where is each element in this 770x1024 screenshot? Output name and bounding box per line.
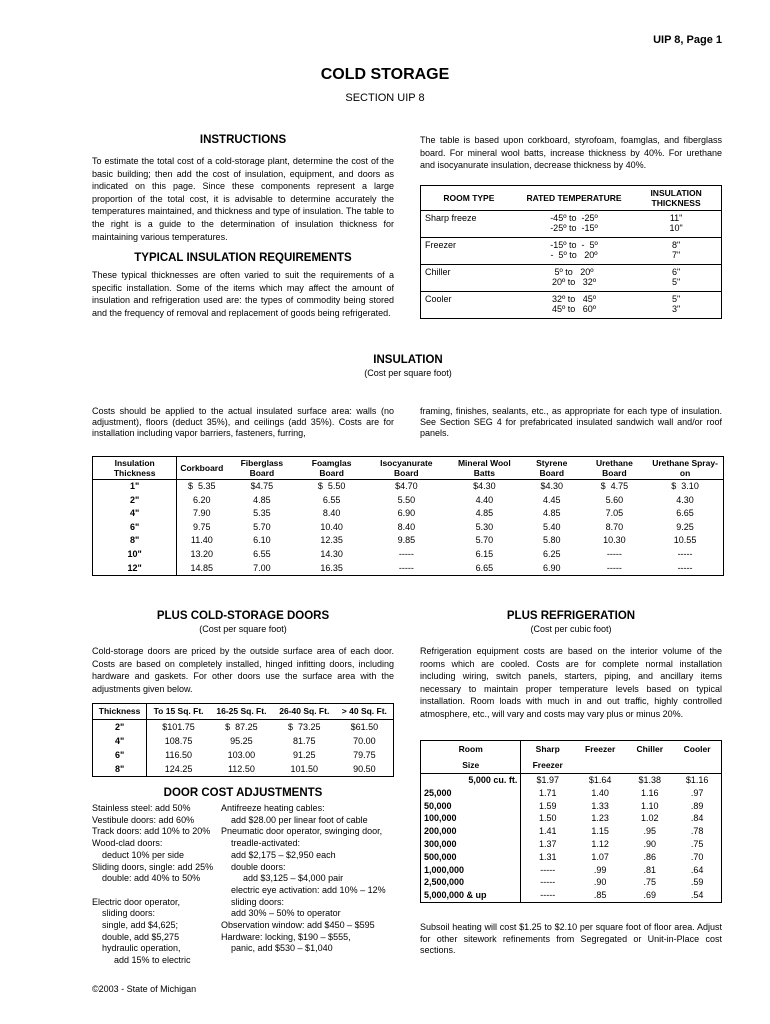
refrigeration-column-header: Size <box>421 757 521 774</box>
adjustment-line: Vestibule doors: add 60% <box>92 814 195 825</box>
room-type-cell: Chiller <box>421 265 517 292</box>
refrigeration-column-header: Sharp <box>535 744 560 754</box>
adjustment-line: Track doors: add 10% to 20% <box>92 826 211 837</box>
cost-cell: 9.25 <box>676 521 694 532</box>
temperature-range: 32º to 45º <box>551 294 597 304</box>
thickness-value: 11" <box>669 213 683 223</box>
table-row <box>93 762 394 777</box>
cost-cell: 4.45 <box>542 494 561 505</box>
cost-cell: 7.00 <box>253 562 271 573</box>
cost-cell: 13.20 <box>190 548 214 559</box>
thickness-cell: 8" <box>93 534 177 548</box>
cost-cell: $1.97 <box>536 775 559 785</box>
table-row <box>93 494 724 508</box>
thickness-cell: 12" <box>93 562 177 576</box>
thickness-value: 8" <box>671 240 681 250</box>
cost-cell: 4.85 <box>253 494 271 505</box>
cost-cell: 10.40 <box>320 521 343 532</box>
insulation-column-header: Urethane Board <box>582 457 647 480</box>
temperature-cell <box>517 238 631 265</box>
cost-cell: 1.41 <box>538 826 557 837</box>
cost-cell: 5.35 <box>253 508 271 519</box>
refrigeration-footnote: Subsoil heating will cost $1.25 to $2.10 per square foot of floor area. Adjust for other sitework refinements from Segregated or Unit-in-Place cost sections. <box>420 922 722 955</box>
door-adjustments-right <box>221 803 401 955</box>
adjustment-line: Sliding doors, single: add 25% <box>92 861 214 872</box>
cost-cell: .70 <box>690 851 704 862</box>
cost-cell: 9.75 <box>193 521 211 532</box>
table-row <box>93 548 724 562</box>
copyright: ©2003 - State of Michigan <box>92 984 197 994</box>
table-row <box>421 864 722 877</box>
thickness-value: 10" <box>669 223 683 233</box>
cost-cell: ----- <box>677 562 693 573</box>
cost-cell: 81.75 <box>293 736 316 746</box>
page-number: UIP 8, Page 1 <box>653 34 722 46</box>
table-row <box>421 265 722 292</box>
cost-cell: 91.25 <box>293 750 316 760</box>
section-label: SECTION UIP 8 <box>345 92 425 104</box>
cost-cell: 6.20 <box>193 494 211 505</box>
cost-cell: 112.50 <box>227 764 255 774</box>
room-table-intro: The table is based upon corkboard, styrofoam, foamglas, and fiberglass board. For mineral wool batts, increase thickness by 40%. For urethane and isocyanurate insulation, decrease thickness by 40%. <box>420 135 722 171</box>
cost-cell: $4.75 <box>250 481 274 491</box>
cost-cell: .59 <box>690 877 704 888</box>
door-column-header: 26-40 Sq. Ft. <box>273 704 336 720</box>
thickness-cell: 4" <box>93 734 147 748</box>
cost-cell: .81 <box>643 864 657 875</box>
cost-cell: 1.59 <box>538 800 557 811</box>
insulation-column-header: Mineral Wool Batts <box>447 457 522 480</box>
refrigeration-column-header <box>574 757 626 774</box>
cost-cell: 5.60 <box>605 494 624 505</box>
cost-cell: 6.90 <box>542 562 561 573</box>
table-row <box>421 825 722 838</box>
thickness-cell: 4" <box>93 507 177 521</box>
cost-cell: $1.64 <box>588 775 612 785</box>
room-type-cell: Cooler <box>425 294 452 304</box>
table-row <box>421 787 722 800</box>
cost-cell: 90.50 <box>353 764 376 774</box>
adjustment-line <box>92 885 222 897</box>
cost-cell: .97 <box>690 787 704 798</box>
instructions-heading: INSTRUCTIONS <box>199 134 287 146</box>
cost-cell: $4.30 <box>540 481 563 491</box>
thickness-value: 5" <box>671 277 681 287</box>
cost-cell: 4.40 <box>475 494 494 505</box>
room-size-cell: 300,000 <box>421 838 521 851</box>
insulation-column-header: Styrene Board <box>522 457 582 480</box>
table-row <box>421 774 722 787</box>
temperature-range: - 5º to 20º <box>550 250 598 260</box>
room-size-cell: 500,000 <box>421 851 521 864</box>
refrigeration-subheading: (Cost per cubic foot) <box>530 624 612 634</box>
cost-cell: 6.90 <box>397 508 416 519</box>
table-row <box>421 211 722 238</box>
thickness-cell: 2" <box>93 720 147 735</box>
cost-cell: 103.00 <box>227 750 256 760</box>
cost-cell: .86 <box>643 851 657 862</box>
insulation-subheading: (Cost per square foot) <box>364 368 452 378</box>
cost-cell: .85 <box>593 890 607 901</box>
cost-cell: $ 3.10 <box>671 481 699 491</box>
cost-cell: 1.37 <box>538 838 557 849</box>
adjustment-line: add $2,175 – $2,950 each <box>231 849 336 860</box>
cost-cell: $ 4.75 <box>600 481 629 491</box>
adjustment-line: hydraulic operation, <box>102 943 181 954</box>
adjustment-line: add 30% – 50% to operator <box>231 908 341 919</box>
cost-cell: 8.70 <box>605 521 624 532</box>
cost-cell: 1.33 <box>591 800 609 811</box>
cost-cell: $4.30 <box>473 481 496 491</box>
refrigeration-column-header: Chiller <box>636 744 663 754</box>
doors-text: Cold-storage doors are priced by the outside surface area of each door. Costs are based on completely installed, hinged infitting doors, including hardware and gaskets. For other doors use the surface area with the adjustments given below. <box>92 646 394 694</box>
temperature-cell <box>517 292 631 319</box>
cost-cell: .90 <box>593 877 607 888</box>
cost-cell: 108.75 <box>164 736 193 746</box>
cost-cell: 7.90 <box>193 508 211 519</box>
thickness-cell: 1" <box>93 480 177 494</box>
cost-cell: 10.55 <box>673 535 697 546</box>
thickness-cell <box>631 211 721 238</box>
cost-cell: 6.15 <box>475 548 494 559</box>
table-row <box>421 876 722 889</box>
cost-cell: 6.65 <box>676 508 694 519</box>
cost-cell: 95.25 <box>230 736 253 746</box>
insulation-column-header: Fiberglass Board <box>226 457 297 480</box>
page-title: COLD STORAGE <box>320 66 450 83</box>
cost-cell: 5.30 <box>475 521 494 532</box>
room-size-cell: 25,000 <box>421 787 521 800</box>
temperature-range: -15º to - 5º <box>550 240 598 250</box>
adjustment-line: Electric door operator, <box>92 896 181 907</box>
cost-cell: $ 73.25 <box>288 722 321 732</box>
temperature-range: 20º to 32º <box>551 277 597 287</box>
room-size-cell: 200,000 <box>421 825 521 838</box>
door-adjustments-heading: DOOR COST ADJUSTMENTS <box>163 787 323 799</box>
cost-cell: 6.10 <box>253 535 271 546</box>
cost-cell: 14.30 <box>320 548 343 559</box>
cost-cell: 4.85 <box>542 508 561 519</box>
cost-cell: 4.30 <box>676 494 694 505</box>
door-column-header: To 15 Sq. Ft. <box>147 704 210 720</box>
adjustment-line: add $28.00 per linear foot of cable <box>231 814 368 825</box>
cost-cell: 14.85 <box>190 562 214 573</box>
adjustment-line: treadle-activated: <box>231 838 301 849</box>
cost-cell: ----- <box>540 877 556 888</box>
cost-cell: 1.23 <box>591 813 609 824</box>
table-row <box>421 851 722 864</box>
table-row <box>93 480 724 494</box>
cost-cell: $61.50 <box>350 722 379 732</box>
cost-cell: 79.75 <box>353 750 376 760</box>
adjustment-line: double: add 40% to 50% <box>102 873 201 884</box>
adjustment-line: double doors: <box>231 861 286 872</box>
doors-heading: PLUS COLD-STORAGE DOORS <box>156 610 330 622</box>
cost-cell: ----- <box>540 864 556 875</box>
cost-cell: ----- <box>398 562 414 573</box>
room-type-cell: Freezer <box>421 238 517 265</box>
cost-cell: .95 <box>643 826 657 837</box>
cost-cell: 8.40 <box>397 521 416 532</box>
cost-cell: .75 <box>643 877 657 888</box>
refrigeration-column-header <box>626 757 673 774</box>
room-type-cell: Sharp freeze <box>421 211 517 238</box>
table-row <box>93 521 724 535</box>
thickness-value: 5" <box>671 294 681 304</box>
cost-cell: ----- <box>606 562 622 573</box>
cost-cell: .64 <box>690 864 704 875</box>
insulation-column-header: Foamglas Board <box>297 457 365 480</box>
cost-cell: 5.40 <box>542 521 561 532</box>
temperature-cell <box>517 265 631 292</box>
table-row <box>93 748 394 762</box>
insulation-column-header: Insulation Thickness <box>93 457 177 480</box>
temperature-cell <box>517 211 631 238</box>
refrigeration-column-header <box>673 757 721 774</box>
table-row <box>93 534 724 548</box>
cost-cell: 4.85 <box>475 508 494 519</box>
insulation-text-left: Costs should be applied to the actual insulated surface area: walls (no adjustment), floors (deduct 35%), and ceilings (add 35%). Costs are for installation including vapor barriers, fasteners, furring, <box>92 406 394 438</box>
adjustment-line: Wood-clad doors: <box>92 838 163 849</box>
thickness-cell <box>631 265 721 292</box>
insulation-heading: INSULATION <box>373 354 443 366</box>
thickness-value: 7" <box>671 250 681 260</box>
room-size-cell: 5,000,000 & up <box>421 889 521 902</box>
cost-cell: $ 5.50 <box>317 481 346 491</box>
temperature-range: -25º to -15º <box>550 223 598 233</box>
adjustment-line: Pneumatic door operator, swinging door, <box>221 826 383 837</box>
cost-cell: 1.50 <box>538 813 557 824</box>
cost-cell: ----- <box>606 548 622 559</box>
adjustment-line: Hardware: locking, $190 – $555, <box>221 931 351 942</box>
adjustment-line: deduct 10% per side <box>102 849 185 860</box>
room-size-cell: 50,000 <box>421 800 521 813</box>
cost-cell: $1.16 <box>685 775 709 785</box>
thickness-cell: 6" <box>93 748 147 762</box>
thickness-value: 3" <box>671 304 681 314</box>
cost-cell: 70.00 <box>353 736 376 746</box>
thickness-cell: 2" <box>93 494 177 508</box>
adjustment-line: Observation window: add $450 – $595 <box>221 920 375 931</box>
adjustment-line: Stainless steel: add 50% <box>92 803 191 813</box>
cost-cell: 6.65 <box>475 562 494 573</box>
insulation-thickness-header: INSULATION THICKNESS <box>631 186 721 211</box>
insulation-cost-table <box>92 456 724 576</box>
refrigeration-column-header: Room <box>421 741 521 758</box>
cost-cell: 6.55 <box>253 548 271 559</box>
insulation-column-header: Urethane Spray-on <box>647 457 723 480</box>
doors-subheading: (Cost per square foot) <box>199 624 287 634</box>
insulation-column-header: Corkboard <box>177 457 226 480</box>
table-row <box>93 720 394 735</box>
room-size-cell: 1,000,000 <box>421 864 521 877</box>
table-row <box>93 507 724 521</box>
insulation-column-header: Isocyanurate Board <box>366 457 447 480</box>
adjustment-line: add $3,125 – $4,000 pair <box>243 873 344 884</box>
cost-cell: 9.85 <box>397 535 416 546</box>
cost-cell: 1.12 <box>591 838 609 849</box>
cost-cell: $1.38 <box>638 775 662 785</box>
refrigeration-cost-table <box>420 740 722 903</box>
insulation-text-right: framing, finishes, sealants, etc., as appropriate for each type of insulation. See Section SEG 4 for prefabricated insulated sandwich wall and/or roof panels. <box>420 406 722 438</box>
table-row <box>421 812 722 825</box>
room-size-cell: 100,000 <box>421 812 521 825</box>
refrigeration-column-header: Freezer <box>585 744 616 754</box>
cost-cell: $ 5.35 <box>188 481 216 491</box>
cost-cell: .78 <box>690 826 704 837</box>
cost-cell: .84 <box>690 813 704 824</box>
cost-cell: .54 <box>690 890 704 901</box>
cost-cell: 7.05 <box>605 508 624 519</box>
thickness-value: 6" <box>671 267 681 277</box>
cost-cell: .90 <box>643 838 657 849</box>
refrigeration-heading: PLUS REFRIGERATION <box>506 610 636 622</box>
cost-cell: $101.75 <box>162 722 195 732</box>
cost-cell: 116.50 <box>165 750 192 760</box>
cost-cell: .69 <box>643 890 657 901</box>
cost-cell: 124.25 <box>164 764 193 774</box>
adjustment-line: add 15% to electric <box>114 955 191 966</box>
cost-cell: 12.35 <box>320 535 343 546</box>
cost-cell: 6.55 <box>322 494 341 505</box>
cost-cell: 1.31 <box>538 851 557 862</box>
rated-temperature-header: RATED TEMPERATURE <box>517 186 631 211</box>
refrigeration-text: Refrigeration equipment costs are based on the interior volume of the rooms which are cooled. Costs are for complete normal installation including wiring, switch panels, starters, piping, and ancillary items necessary to maintain proper temperature levels based on typical installation. Room loads with much in and out traffic, highly controlled atmosphere, etc., will vary and costs may vary plus or minus 20%. <box>420 646 722 719</box>
cost-cell: 16.35 <box>320 562 343 573</box>
thickness-cell: 10" <box>93 548 177 562</box>
cost-cell: .75 <box>690 838 704 849</box>
cost-cell: 10.30 <box>603 535 626 546</box>
cost-cell: .99 <box>593 864 607 875</box>
cost-cell: 1.02 <box>641 813 659 824</box>
adjustment-line: sliding doors: <box>102 908 156 919</box>
table-row <box>421 889 722 902</box>
door-cost-table <box>92 703 394 777</box>
cost-cell: 1.07 <box>591 851 609 862</box>
door-adjustments-left <box>92 803 222 967</box>
table-row <box>93 734 394 748</box>
instructions-text: To estimate the total cost of a cold-storage plant, determine the cost of the basic building; then add the cost of insulation, equipment, and doors as indicated on this page. Since these components represent a large proportion of the total cost, it is advisable to determine accurately the temperatures maintained, and thickness and type of insulation. The table to the right is a guide to the determination of insulation thickness for maintaining various temperatures. <box>92 156 394 242</box>
cost-cell: 8.40 <box>322 508 341 519</box>
cost-cell: 1.16 <box>641 787 659 798</box>
cost-cell: 5.70 <box>475 535 494 546</box>
cost-cell: 1.15 <box>591 826 609 837</box>
cost-cell: .89 <box>690 800 704 811</box>
cost-cell: 1.71 <box>538 787 557 798</box>
cost-cell: 101.50 <box>290 764 319 774</box>
door-column-header: Thickness <box>93 704 147 720</box>
table-row <box>421 838 722 851</box>
table-row <box>421 800 722 813</box>
cost-cell: ----- <box>398 548 414 559</box>
typical-heading: TYPICAL INSULATION REQUIREMENTS <box>134 252 352 264</box>
cost-cell: $ 87.25 <box>225 722 258 732</box>
room-size-cell: 2,500,000 <box>421 876 521 889</box>
temperature-range: 5º to 20º <box>554 267 594 277</box>
adjustment-line: single, add $4,625; <box>102 920 179 931</box>
thickness-cell <box>631 292 721 319</box>
adjustment-line: double, add $5,275 <box>102 931 180 942</box>
table-row <box>421 292 722 319</box>
room-temperature-table <box>420 185 722 319</box>
room-type-header: ROOM TYPE <box>421 186 517 211</box>
thickness-cell: 6" <box>93 521 177 535</box>
cost-cell: $4.70 <box>395 481 418 491</box>
adjustment-line: electric eye activation: add 10% – 12% <box>231 884 386 895</box>
table-row <box>93 562 724 576</box>
refrigeration-column-header: Cooler <box>683 744 711 754</box>
cost-cell: 11.40 <box>190 535 213 546</box>
adjustment-line: sliding doors: <box>231 896 285 907</box>
temperature-range: 45º to 60º <box>551 304 597 314</box>
cost-cell: 5.70 <box>253 521 271 532</box>
cost-cell: 1.40 <box>591 787 609 798</box>
cost-cell: ----- <box>677 548 693 559</box>
thickness-cell: 8" <box>93 762 147 777</box>
cost-cell: 5.80 <box>542 535 561 546</box>
door-column-header: 16-25 Sq. Ft. <box>210 704 273 720</box>
cost-cell: 1.10 <box>641 800 659 811</box>
cost-cell: 5.50 <box>397 494 416 505</box>
adjustment-line: Antifreeze heating cables: <box>221 803 325 813</box>
door-column-header: > 40 Sq. Ft. <box>336 704 394 720</box>
typical-text: These typical thicknesses are often varied to suit the requirements of a specific installation. Some of the items which may affect the amount of insulation and refrigeration used are: the types of commodity being stored and the frequency of removal and replacement of goods being refrigerated. <box>92 270 394 318</box>
table-row <box>421 238 722 265</box>
refrigeration-column-header: Freezer <box>521 757 574 774</box>
adjustment-line: panic, add $530 – $1,040 <box>231 943 333 954</box>
temperature-range: -45º to -25º <box>550 213 598 223</box>
thickness-cell <box>631 238 721 265</box>
room-size-cell: 5,000 cu. ft. <box>421 774 521 787</box>
cost-cell: ----- <box>540 890 556 901</box>
cost-cell: 6.25 <box>542 548 561 559</box>
